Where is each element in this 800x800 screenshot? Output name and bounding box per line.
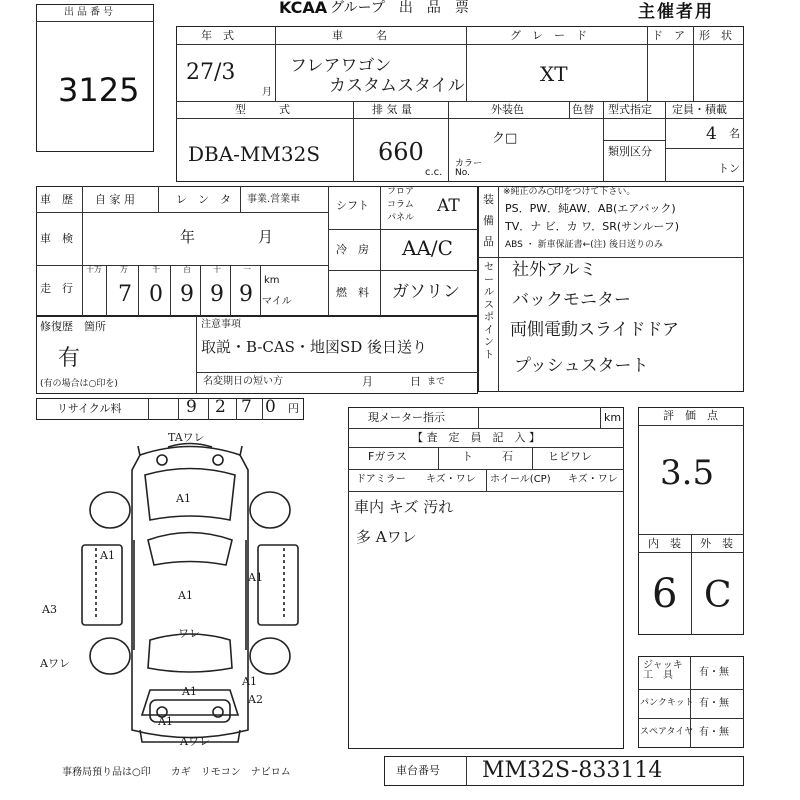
sales-points-label: セ ー ル ス ポ イ ン ト (484, 262, 494, 361)
digit-100: 百 (183, 265, 191, 274)
group-title: グループ 出 品 票 (330, 0, 469, 16)
hw-a-mark-12: Aワレ (180, 735, 210, 748)
hw-sp1: 社外アルミ (512, 260, 597, 280)
recycle-yen: 円 (288, 402, 299, 415)
jack-yes-no: 有・無 (699, 667, 729, 678)
office-note: 事務局預り品は○印 カギ リモコン ナビロム (62, 767, 291, 778)
hw-a-mark-11: A2 (248, 693, 263, 706)
hw-year: 27/3 (186, 60, 236, 85)
shift-panel: パネル (387, 213, 415, 223)
aircon-label: 冷 房 (336, 243, 369, 256)
hw-exterior: C (704, 575, 732, 616)
hw-a-mark-2: A1 (176, 492, 191, 505)
digit-100k: 十万 (86, 265, 102, 274)
repair-note: (有の場合は○印を) (40, 379, 118, 389)
mirror-scratch-label: キズ・ワレ (426, 474, 476, 485)
hw-model: フレアワゴン (290, 56, 392, 76)
hw-fuel: ガソリン (392, 282, 460, 302)
shift-column: コラム (387, 200, 414, 210)
rating-label: 評 価 点 (663, 409, 718, 422)
hw-a-mark-4: A3 (42, 603, 57, 616)
hibi-label: ヒビワレ (548, 450, 592, 463)
meter-km: km (604, 411, 622, 424)
chassis-label: 車台番号 (396, 764, 440, 777)
equip-line4: ABS ・ 新車保証書←(注) 後日送りのみ (505, 240, 664, 250)
recycle-label: リサイクル料 (57, 402, 122, 415)
tons-label: トン (718, 162, 740, 175)
digit-10k: 万 (120, 265, 128, 274)
type-designation-label: 型式指定 (608, 103, 652, 116)
tobi-label: ト (462, 450, 473, 463)
shift-floor: フロア (387, 187, 415, 197)
shift-label: シフト (336, 199, 369, 212)
ishi-label: 石 (502, 450, 513, 463)
hw-a-mark-3: A1 (100, 549, 115, 562)
equip-line2: PS．PW．純AW．AB(エアバック) (505, 202, 676, 215)
wheel-label: ホイール(CP) (490, 474, 551, 485)
classification-label: 類別区分 (608, 145, 652, 158)
grade-label: グ レ ー ド (510, 29, 587, 42)
door-mirror-label: ドアミラー (356, 474, 406, 485)
displacement-label: 排 気 量 (372, 103, 412, 116)
hw-aircon: AA/C (402, 236, 453, 260)
hw-inspector2: 多 Aワレ (356, 528, 417, 546)
equipment-label: 装 備 品 (483, 193, 494, 248)
spare-label: スペアタイヤ (640, 727, 694, 737)
hw-mileage-6: 9 (239, 282, 253, 307)
hw-a-mark-8: ワレ (178, 627, 200, 640)
hw-a-mark-5: A1 (248, 571, 263, 584)
inspector-label: 【 査 定 員 記 入 】 (412, 431, 540, 444)
hw-mileage-4: 9 (180, 282, 194, 307)
equip-line3: TV．ナ ビ．カ ワ．SR(サンルーフ) (505, 220, 680, 233)
name-until: まで (427, 377, 446, 387)
capacity-label: 定員・積載 (672, 103, 727, 116)
wheel-scratch-label: キズ・ワレ (568, 474, 618, 485)
year-label: 年 式 (201, 29, 234, 42)
jack-label: ジャッキ 工 具 (643, 660, 683, 681)
business-label: 事業.営業車 (247, 194, 301, 205)
hw-capacity: 4 (706, 124, 717, 144)
body-type-label: 形 状 (699, 29, 732, 42)
hw-recycle-2: 2 (215, 397, 226, 417)
organizer: 主催者用 (638, 2, 714, 22)
name-day: 日 (410, 375, 421, 388)
hw-model2: カスタムスタイル (329, 76, 465, 96)
hw-a-mark-1: TAワレ (168, 431, 205, 444)
rental-label: レ ン タ (176, 193, 231, 206)
hw-chassis: MM32S-833114 (482, 758, 663, 783)
hw-sp4: プッシュスタート (514, 356, 649, 376)
hw-score: 3.5 (660, 453, 715, 493)
interior-label: 内 装 (648, 537, 681, 550)
hw-inspector1: 車内 キズ 汚れ (354, 498, 454, 516)
hw-shift: AT (437, 196, 460, 216)
hw-cc: 660 (378, 138, 424, 166)
shaken-month: 月 (258, 228, 274, 246)
repair-label: 修復歴 箇所 (40, 320, 106, 333)
private-label: 自 家 用 (95, 193, 135, 206)
color-no-label: カラー No. (455, 159, 483, 178)
puncture-label: パンクキット (640, 698, 694, 708)
meter-label: 現メーター指示 (368, 411, 445, 424)
name-period-label: 名変期日の短い方 (203, 376, 283, 387)
hw-a-mark-6: Aワレ (40, 657, 70, 670)
equip-line1: ※純正のみ○印をつけて下さい。 (503, 187, 636, 197)
hw-sp3: 両側電動スライドドア (510, 320, 679, 340)
hw-notes: 取説・B-CAS・地図SD 後日送り (201, 338, 428, 356)
hw-mileage-2: 7 (118, 282, 132, 307)
hw-interior: 6 (652, 571, 678, 617)
hw-sp2: バックモニター (512, 290, 631, 310)
door-label: ド ア (652, 29, 685, 42)
fuel-label: 燃 料 (336, 286, 369, 299)
puncture-yes-no: 有・無 (699, 698, 729, 709)
hw-mileage-5: 9 (210, 282, 224, 307)
color-change-label: 色替 (572, 103, 594, 116)
hw-recycle-3: 7 (241, 397, 252, 417)
mileage-label: 走 行 (40, 282, 73, 295)
km-label: km (264, 275, 280, 286)
persons-label: 名 (729, 127, 740, 140)
digit-1k: 千 (152, 265, 160, 274)
f-glass-label: Fガラス (368, 450, 407, 463)
hw-mileage-3: 0 (149, 282, 163, 307)
hw-type: DBA-MM32S (188, 142, 321, 166)
hw-grade: XT (540, 62, 568, 86)
hw-recycle-4: 0 (265, 397, 276, 417)
type-label: 型 式 (235, 103, 290, 116)
hw-a-mark-7: A1 (178, 589, 193, 602)
exterior-color-label: 外装色 (491, 103, 524, 116)
shaken-label: 車 検 (40, 232, 73, 245)
hw-repair: 有 (58, 346, 81, 371)
hw-color: ク□ (492, 131, 518, 146)
hw-a-mark-10: A1 (242, 675, 257, 688)
shaken-year: 年 (180, 228, 196, 246)
digit-1: 一 (243, 265, 251, 274)
digit-10: 十 (213, 265, 221, 274)
exterior-label: 外 装 (700, 537, 733, 550)
notes-label: 注意事項 (201, 319, 241, 330)
hw-a-mark-9: A1 (182, 685, 197, 698)
history-label: 車 歴 (40, 193, 73, 206)
hw-a-mark-13: A1 (158, 715, 173, 728)
month-suffix: 月 (262, 87, 272, 98)
lot-number: 3125 (58, 71, 140, 109)
model-name-label: 車 名 (332, 29, 387, 42)
name-month: 月 (362, 375, 373, 388)
hw-recycle-1: 9 (186, 397, 197, 417)
brand: KCAA (279, 0, 328, 17)
mile-label: マイル (262, 296, 292, 307)
lot-label: 出品番号 (64, 7, 116, 18)
cc-label: c.c. (425, 167, 443, 178)
spare-yes-no: 有・無 (699, 727, 729, 738)
